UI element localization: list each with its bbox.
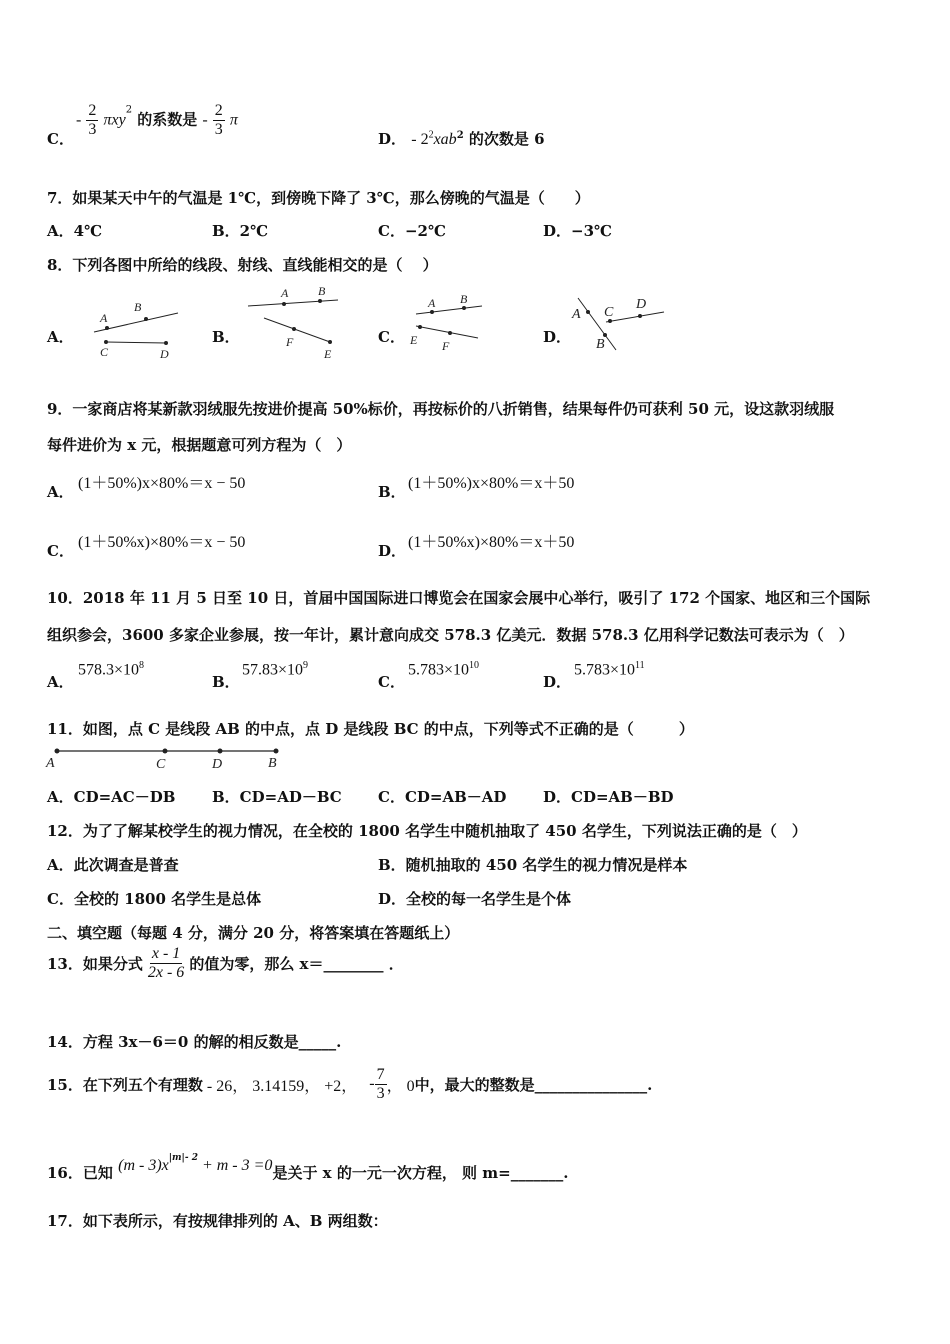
- q13-fraction: $\frac{x - 1}{2x - 6}$: [147, 945, 185, 981]
- point-label-d: D: [212, 757, 223, 772]
- q11-segment-figure: [40, 744, 290, 774]
- point-label-f: F: [286, 335, 294, 349]
- q9-option-c-label: C．: [47, 542, 74, 560]
- q9-option-a-expr: (1＋50%)x×80%＝x − 50: [78, 475, 246, 492]
- q9-option-b-label: B．: [378, 483, 406, 501]
- q10-option-b-expr: $57.83\times 10^9$: [242, 660, 309, 679]
- section-two-heading: 二、填空题（每题 4 分，满分 20 分，将答案填在答题纸上）: [47, 924, 460, 942]
- point-label-b: B: [318, 284, 326, 298]
- q12-option-b: B．随机抽取的 450 名学生的视力情况是样本: [378, 856, 688, 874]
- q10-option-c-expr: $5.783\times 10^{10}$: [408, 660, 480, 679]
- q9-stem-line2: 每件进价为 x 元，根据题意可列方程为（ ）: [47, 436, 352, 454]
- point-label-a: A: [428, 296, 436, 310]
- point-label-e: E: [410, 333, 418, 347]
- q9-option-d-label: D．: [378, 542, 407, 560]
- q10-option-d-label: D．: [543, 673, 572, 691]
- q9-option-b-expr: (1＋50%)x×80%＝x＋50: [408, 475, 575, 492]
- q16: 16．已知 $(m - 3)x^{|m|- 2} + m - 3 =0$是关于 x 的一元一次方程， 则 m=_______.: [47, 1153, 569, 1182]
- q17: 17．如下表所示，有按规律排列的 A、B 两组数：: [47, 1212, 388, 1230]
- q7-option-b: B．2℃: [212, 222, 269, 240]
- q7-option-c: C．−2℃: [378, 222, 446, 240]
- q11-option-c: C．CD=AB－AD: [378, 788, 507, 806]
- q8-label-b: B．: [212, 328, 240, 346]
- point-label-a: A: [100, 311, 108, 325]
- q10-option-b-label: B．: [212, 673, 240, 691]
- q12-option-d: D．全校的每一名学生是个体: [378, 890, 572, 908]
- q6-option-c: C．: [47, 130, 74, 148]
- q12-stem: 12．为了了解某校学生的视力情况，在全校的 1800 名学生中随机抽取了 450 名学生，下列说法正确的是（ ）: [47, 822, 807, 840]
- fraction-2-3: $\frac{2}{3}$: [88, 102, 97, 138]
- fraction-2-3-b: $\frac{2}{3}$: [214, 102, 223, 138]
- q12-option-c: C．全校的 1800 名学生是总体: [47, 890, 262, 908]
- point-label-c: C: [156, 757, 166, 772]
- q8-figure-d: [570, 292, 670, 354]
- q8-label-d: D．: [543, 328, 572, 346]
- q14: 14．方程 3x－6＝0 的解的相反数是_____.: [47, 1033, 342, 1051]
- q7-option-d: D．−3℃: [543, 222, 612, 240]
- q7-option-a: A．4℃: [47, 222, 103, 240]
- q10-option-a-expr: $578.3\times 10^8$: [78, 660, 145, 679]
- q6-option-c-expr: - $\frac{2}{3}$ πxy$^2$ 的系数是 - $\frac{2}{3}$ π: [76, 102, 238, 138]
- q8-label-a: A．: [47, 328, 74, 346]
- q7-stem: 7．如果某天中午的气温是 1℃，到傍晚下降了 3℃，那么傍晚的气温是（ ）: [47, 189, 590, 207]
- q9-option-a-label: A．: [47, 483, 74, 501]
- q8-figure-a: [90, 296, 190, 362]
- q10-option-a-label: A．: [47, 673, 74, 691]
- q13: 13．如果分式 $\frac{x - 1}{2x - 6}$ 的值为零，那么 x＝________ ．: [47, 945, 404, 981]
- q10-option-d-expr: $5.783\times 10^{11}$: [574, 660, 645, 679]
- point-label-a: A: [46, 756, 55, 771]
- q10-stem-line2: 组织参会，3600 多家企业参展，按一年计，累计意向成交 578.3 亿美元．数据 578.3 亿用科学记数法可表示为（ ）: [47, 626, 854, 644]
- point-label-e: E: [324, 347, 332, 361]
- point-label-c: C: [100, 345, 109, 359]
- q8-label-c: C．: [378, 328, 405, 346]
- q11-stem: 11．如图，点 C 是线段 AB 的中点，点 D 是线段 BC 的中点，下列等式不正确的是（ ）: [47, 720, 694, 738]
- q10-option-c-label: C．: [378, 673, 405, 691]
- q8-stem: 8．下列各图中所给的线段、射线、直线能相交的是（ ）: [47, 256, 438, 274]
- q15: 15．在下列五个有理数 - 26， 3.14159， +2， - $\frac{7}{3}$ ， 0 中，最大的整数是_______________.: [47, 1066, 653, 1102]
- point-label-c: C: [604, 305, 614, 320]
- point-label-f: F: [442, 339, 450, 353]
- point-label-a: A: [281, 286, 289, 300]
- q8-figure-c: [406, 290, 496, 360]
- point-label-a: A: [572, 307, 581, 322]
- q11-option-a: A．CD=AC－DB: [47, 788, 176, 806]
- point-label-d: D: [636, 297, 647, 312]
- point-label-d: D: [160, 347, 169, 361]
- point-label-b: B: [268, 756, 277, 771]
- q9-option-c-expr: (1＋50%x)×80%＝x − 50: [78, 534, 246, 551]
- q11-option-d: D．CD=AB－BD: [543, 788, 674, 806]
- q12-option-a: A．此次调查是普查: [47, 856, 179, 874]
- q9-stem-line1: 9．一家商店将某新款羽绒服先按进价提高 50%标价，再按标价的八折销售，结果每件仍可获利 50 元，设这款羽绒服: [47, 400, 835, 418]
- q10-stem-line1: 10．2018 年 11 月 5 日至 10 日，首届中国国际进口博览会在国家会展中心举行，吸引了 172 个国家、地区和三个国际: [47, 589, 871, 607]
- q11-option-b: B．CD=AD－BC: [212, 788, 342, 806]
- point-label-b: B: [134, 300, 142, 314]
- point-label-b: B: [460, 292, 468, 306]
- q15-fraction: $\frac{7}{3}$: [376, 1066, 385, 1102]
- q9-option-d-expr: (1＋50%x)×80%＝x＋50: [408, 534, 575, 551]
- q8-figure-b: [244, 284, 344, 364]
- q6-option-d: D． - $2^2xab^2$ 的次数是 6: [378, 129, 545, 148]
- point-label-b: B: [596, 337, 605, 352]
